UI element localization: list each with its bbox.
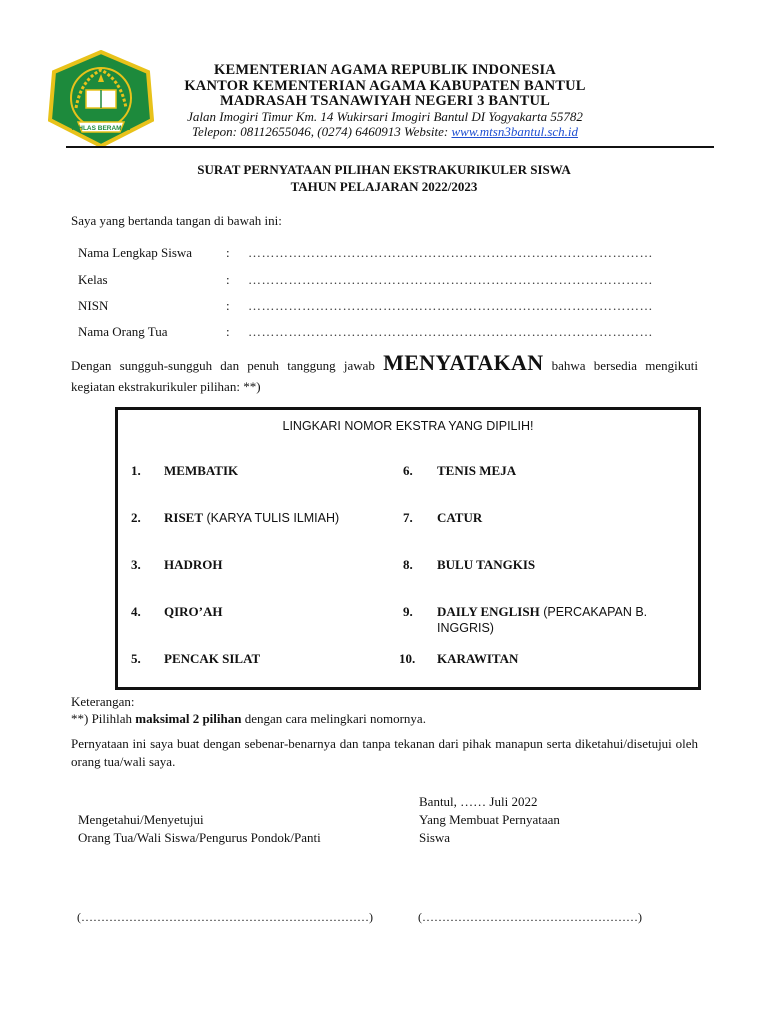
field-blank-nisn[interactable]: ……………………………………………………………………………… xyxy=(248,298,653,313)
field-label-class: Kelas xyxy=(78,272,108,287)
option-tenis-meja: TENIS MEJA xyxy=(437,463,517,478)
option-pencak-silat: PENCAK SILAT xyxy=(164,651,261,666)
intro-text: Saya yang bertanda tangan di bawah ini: xyxy=(71,213,282,228)
option-daily-english: DAILY ENGLISH (PERCAKAPAN B. INGGRIS) xyxy=(437,604,648,635)
logo-motto: IKHLAS BERAMAL xyxy=(71,125,131,132)
letterhead-ministry: KEMENTERIAN AGAMA REPUBLIK INDONESIA xyxy=(214,62,556,78)
note-heading: Keterangan: xyxy=(71,694,135,709)
option-qiroah: QIRO’AH xyxy=(164,604,223,619)
student-signature-heading: Yang Membuat Pernyataan xyxy=(419,812,560,827)
option-riset: RISET (KARYA TULIS ILMIAH) xyxy=(164,510,340,525)
field-colon: : xyxy=(226,245,230,260)
field-blank-class[interactable]: ……………………………………………………………………………… xyxy=(248,272,653,287)
field-blank-name[interactable]: ……………………………………………………………………………… xyxy=(248,245,653,260)
statement-paragraph: Dengan sungguh-sungguh dan penuh tanggung jawab MENYATAKAN bahwa bersedia mengikuti kegiatan ekstrakurikuler pilihan: **) xyxy=(71,350,698,394)
option-number[interactable]: 5. xyxy=(131,651,141,666)
option-bulu-tangkis: BULU TANGKIS xyxy=(437,557,536,572)
field-colon: : xyxy=(226,298,230,313)
student-signature-role: Siswa xyxy=(419,830,451,845)
document-year: TAHUN PELAJARAN 2022/2023 xyxy=(290,179,478,194)
parent-signature-blank[interactable]: (………………………………………………………………) xyxy=(77,910,373,924)
parent-signature-role: Orang Tua/Wali Siswa/Pengurus Pondok/Panti xyxy=(78,830,321,845)
option-karawitan: KARAWITAN xyxy=(437,651,519,666)
place-date: Bantul, …… Juli 2022 xyxy=(419,794,538,809)
option-number[interactable]: 4. xyxy=(131,604,141,619)
field-label-nisn: NISN xyxy=(78,298,109,313)
option-hadroh: HADROH xyxy=(164,557,223,572)
option-number[interactable]: 3. xyxy=(131,557,141,572)
option-number[interactable]: 10. xyxy=(399,651,416,666)
field-colon: : xyxy=(226,324,230,339)
option-number[interactable]: 2. xyxy=(131,510,141,525)
field-label-name: Nama Lengkap Siswa xyxy=(78,245,193,260)
letterhead-address: Jalan Imogiri Timur Km. 14 Wukirsari Imogiri Bantul DI Yogyakarta 55782 xyxy=(187,109,583,124)
website-link[interactable]: www.mtsn3bantul.sch.id xyxy=(451,124,579,139)
field-colon: : xyxy=(226,272,230,287)
letterhead-divider xyxy=(66,146,714,148)
option-number[interactable]: 8. xyxy=(403,557,413,572)
option-number[interactable]: 1. xyxy=(131,463,141,478)
statement-emphasis: MENYATAKAN xyxy=(383,350,544,375)
parent-signature-heading: Mengetahui/Menyetujui xyxy=(78,812,204,827)
letterhead-school: MADRASAH TSANAWIYAH NEGERI 3 BANTUL xyxy=(219,93,551,109)
letterhead-contact: Telepon: 08112655046, (0274) 6460913 Website: www.mtsn3bantul.sch.id xyxy=(191,124,579,139)
document-title: SURAT PERNYATAAN PILIHAN EKSTRAKURIKULER SISWA xyxy=(197,162,571,177)
option-number[interactable]: 6. xyxy=(403,463,413,478)
option-number[interactable]: 7. xyxy=(403,510,413,525)
closing-paragraph: Pernyataan ini saya buat dengan sebenar-benarnya dan tanpa tekanan dari pihak manapun serta diketahui/disetujui oleh orang tua/wali saya. xyxy=(71,736,698,769)
option-number[interactable]: 9. xyxy=(403,604,413,619)
option-catur: CATUR xyxy=(437,510,483,525)
field-blank-parent[interactable]: ……………………………………………………………………………… xyxy=(248,324,653,339)
extracurricular-options-box xyxy=(115,407,701,690)
options-instruction: LINGKARI NOMOR EKSTRA YANG DIPILIH! xyxy=(282,419,534,433)
kemenag-logo xyxy=(48,50,154,148)
student-signature-blank[interactable]: (………………………………………………) xyxy=(418,910,642,924)
field-label-parent: Nama Orang Tua xyxy=(78,324,168,339)
note-text: **) Pilihlah maksimal 2 pilihan dengan cara melingkari nomornya. xyxy=(71,711,426,726)
option-membatik: MEMBATIK xyxy=(164,463,239,478)
letterhead-office: KANTOR KEMENTERIAN AGAMA KABUPATEN BANTUL xyxy=(184,78,586,94)
